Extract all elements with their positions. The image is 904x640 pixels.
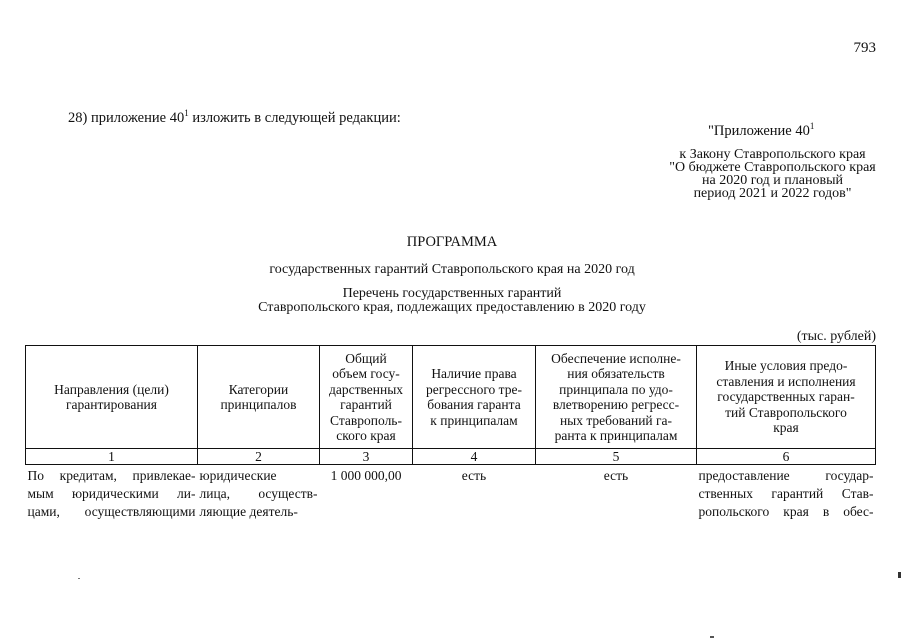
header-line: бования гаранта bbox=[427, 397, 521, 412]
document-title: ПРОГРАММА bbox=[406, 234, 498, 250]
amendment-intro bbox=[68, 108, 401, 127]
header-line: ния обязательств bbox=[567, 366, 665, 381]
cell-line: ляющие деятель- bbox=[199, 504, 298, 519]
other-conditions-cell bbox=[697, 465, 876, 522]
cell-line: ропольского края в обес- bbox=[698, 504, 874, 519]
intro-text-end: изложить в следующей редакции: bbox=[188, 110, 401, 126]
law-line: период 2021 и 2022 годов" bbox=[693, 186, 852, 201]
scan-speck bbox=[78, 578, 80, 579]
table-row bbox=[26, 465, 876, 522]
appendix-label-text: "Приложение 40 bbox=[708, 123, 810, 139]
header-line: гарантий bbox=[340, 397, 392, 412]
intro-superscript: 1 bbox=[184, 108, 189, 118]
header-cell bbox=[697, 346, 876, 449]
cell-line: юридические bbox=[199, 468, 277, 483]
cell-line: предоставление государ- bbox=[698, 468, 874, 483]
header-line: ставления и исполнения bbox=[716, 373, 856, 389]
guarantees-table bbox=[25, 345, 876, 521]
principal-category-cell bbox=[198, 465, 320, 522]
column-number: 5 bbox=[536, 449, 697, 465]
header-cell bbox=[198, 346, 320, 449]
header-line: Наличие права bbox=[431, 366, 517, 381]
law-line: "О бюджете Ставропольского края bbox=[669, 160, 876, 175]
header-line: принципалов bbox=[220, 397, 297, 412]
header-cell bbox=[536, 346, 697, 449]
cell-line: ственных гарантий Став- bbox=[698, 486, 874, 501]
list-title bbox=[0, 287, 904, 315]
cell-line: мым юридическими ли- bbox=[27, 486, 196, 501]
header-cell bbox=[413, 346, 536, 449]
scan-speck bbox=[710, 636, 714, 638]
scan-speck bbox=[898, 572, 901, 578]
header-line: регрессного тре- bbox=[426, 381, 522, 397]
column-number: 3 bbox=[320, 449, 413, 465]
header-line: Иные условия предо- bbox=[724, 358, 848, 374]
document-subtitle: государственных гарантий Ставропольского края на 2020 год bbox=[269, 262, 635, 277]
header-line: ранта к принципалам bbox=[554, 428, 678, 443]
header-line: влетворению регресс- bbox=[552, 397, 680, 412]
security-cell: есть bbox=[603, 468, 629, 483]
regress-right-cell: есть bbox=[461, 468, 487, 483]
header-line: Ставрополь- bbox=[330, 412, 402, 428]
law-line: на 2020 год и плановый bbox=[701, 173, 843, 188]
header-line: ных требований га- bbox=[559, 412, 673, 428]
column-number-row bbox=[26, 449, 876, 465]
column-number: 4 bbox=[413, 449, 536, 465]
column-number: 1 bbox=[26, 449, 198, 465]
column-number: 2 bbox=[198, 449, 320, 465]
list-title-line: Перечень государственных гарантий bbox=[342, 286, 562, 301]
appendix-label bbox=[708, 121, 814, 140]
header-line: к принципалам bbox=[430, 412, 518, 428]
header-line: государственных гаран- bbox=[717, 389, 855, 405]
total-amount-cell: 1 000 000,00 bbox=[330, 468, 402, 483]
header-line: Обеспечение исполне- bbox=[551, 350, 681, 366]
header-line: Общий bbox=[345, 350, 387, 366]
header-cell bbox=[26, 346, 198, 449]
cell-line: По кредитам, привлекае- bbox=[27, 468, 196, 483]
column-number: 6 bbox=[697, 449, 876, 465]
cell-line: лица, осуществ- bbox=[199, 486, 318, 501]
header-cell bbox=[320, 346, 413, 449]
header-line: Направления (цели) bbox=[54, 381, 169, 397]
header-line: Категории bbox=[228, 381, 289, 397]
header-line: принципала по удо- bbox=[559, 381, 673, 397]
intro-text: 28) приложение 40 bbox=[68, 110, 185, 126]
appendix-superscript: 1 bbox=[809, 121, 815, 131]
header-line: тий Ставропольского bbox=[725, 404, 847, 420]
header-line: ского края bbox=[336, 428, 396, 443]
units-label: (тыс. рублей) bbox=[796, 329, 876, 344]
cell-line: цами, осуществляющими bbox=[27, 504, 196, 519]
header-line: дарственных bbox=[328, 381, 404, 397]
law-reference bbox=[600, 148, 904, 200]
direction-cell bbox=[26, 465, 198, 522]
header-line: гарантирования bbox=[66, 397, 157, 412]
law-line: к Закону Ставропольского края bbox=[679, 147, 866, 162]
header-line: края bbox=[773, 420, 799, 436]
list-title-line: Ставропольского края, подлежащих предоставлению в 2020 году bbox=[258, 300, 646, 315]
header-line: объем госу- bbox=[332, 366, 400, 381]
page-number: 793 bbox=[853, 40, 876, 56]
